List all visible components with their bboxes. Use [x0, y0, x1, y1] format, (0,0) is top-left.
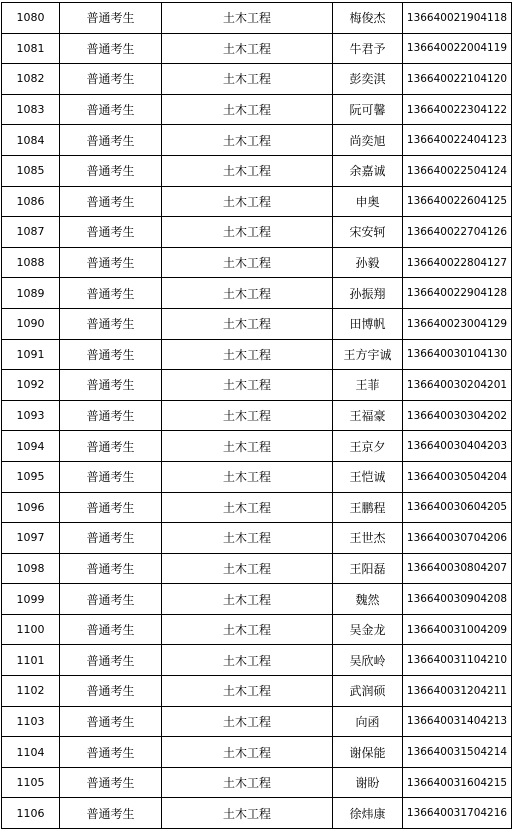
applicant-category-cell: 普通考生: [60, 155, 162, 186]
student-name-cell: 尚奕旭: [333, 125, 403, 156]
serial-number-cell: 1097: [2, 523, 60, 554]
exam-number-cell: 136640021904118: [403, 3, 512, 34]
table-row: [2, 33, 512, 64]
serial-number-cell: 1095: [2, 461, 60, 492]
table-row: [2, 308, 512, 339]
major-cell: 土木工程: [162, 155, 333, 186]
student-name-cell: 孙振翔: [333, 278, 403, 309]
applicant-category-cell: 普通考生: [60, 461, 162, 492]
table-row: [2, 676, 512, 707]
serial-number-cell: 1092: [2, 370, 60, 401]
student-name-cell: 王福豪: [333, 400, 403, 431]
exam-number-cell: 136640031104210: [403, 645, 512, 676]
serial-number-cell: 1105: [2, 767, 60, 798]
serial-number-cell: 1089: [2, 278, 60, 309]
major-cell: 土木工程: [162, 614, 333, 645]
applicant-category-cell: 普通考生: [60, 706, 162, 737]
serial-number-cell: 1091: [2, 339, 60, 370]
serial-number-cell: 1100: [2, 614, 60, 645]
table-row: [2, 186, 512, 217]
serial-number-cell: 1104: [2, 737, 60, 768]
major-cell: 土木工程: [162, 278, 333, 309]
applicant-category-cell: 普通考生: [60, 33, 162, 64]
major-cell: 土木工程: [162, 798, 333, 829]
table-row: [2, 706, 512, 737]
major-cell: 土木工程: [162, 125, 333, 156]
serial-number-cell: 1101: [2, 645, 60, 676]
student-name-cell: 王菲: [333, 370, 403, 401]
exam-number-cell: 136640022604125: [403, 186, 512, 217]
exam-number-cell: 136640022304122: [403, 94, 512, 125]
serial-number-cell: 1090: [2, 308, 60, 339]
exam-number-cell: 136640030704206: [403, 523, 512, 554]
applicant-category-cell: 普通考生: [60, 64, 162, 95]
major-cell: 土木工程: [162, 676, 333, 707]
applicant-category-cell: 普通考生: [60, 370, 162, 401]
exam-number-cell: 136640031204211: [403, 676, 512, 707]
serial-number-cell: 1093: [2, 400, 60, 431]
student-name-cell: 梅俊杰: [333, 3, 403, 34]
major-cell: 土木工程: [162, 64, 333, 95]
major-cell: 土木工程: [162, 339, 333, 370]
serial-number-cell: 1098: [2, 553, 60, 584]
serial-number-cell: 1080: [2, 3, 60, 34]
applicant-category-cell: 普通考生: [60, 523, 162, 554]
serial-number-cell: 1085: [2, 155, 60, 186]
exam-number-cell: 136640022804127: [403, 247, 512, 278]
student-name-cell: 武润硕: [333, 676, 403, 707]
serial-number-cell: 1088: [2, 247, 60, 278]
student-name-cell: 王鹏程: [333, 492, 403, 523]
exam-number-cell: 136640022904128: [403, 278, 512, 309]
exam-number-cell: 136640031604215: [403, 767, 512, 798]
applicant-category-cell: 普通考生: [60, 400, 162, 431]
exam-number-cell: 136640022004119: [403, 33, 512, 64]
student-name-cell: 孙毅: [333, 247, 403, 278]
exam-number-cell: 136640022704126: [403, 217, 512, 248]
student-name-cell: 阮可馨: [333, 94, 403, 125]
table-row: [2, 125, 512, 156]
exam-number-cell: 136640030604205: [403, 492, 512, 523]
exam-number-cell: 136640031404213: [403, 706, 512, 737]
applicant-category-cell: 普通考生: [60, 308, 162, 339]
table-row: [2, 94, 512, 125]
table-row: [2, 798, 512, 829]
serial-number-cell: 1096: [2, 492, 60, 523]
major-cell: 土木工程: [162, 370, 333, 401]
serial-number-cell: 1081: [2, 33, 60, 64]
major-cell: 土木工程: [162, 3, 333, 34]
applicant-category-cell: 普通考生: [60, 737, 162, 768]
student-name-cell: 余嘉诚: [333, 155, 403, 186]
table-body: [2, 3, 512, 829]
applicant-category-cell: 普通考生: [60, 676, 162, 707]
applicant-category-cell: 普通考生: [60, 3, 162, 34]
student-name-cell: 吴欣岭: [333, 645, 403, 676]
serial-number-cell: 1083: [2, 94, 60, 125]
applicant-category-cell: 普通考生: [60, 614, 162, 645]
table-row: [2, 370, 512, 401]
table-row: [2, 584, 512, 615]
major-cell: 土木工程: [162, 706, 333, 737]
exam-number-cell: 136640030804207: [403, 553, 512, 584]
student-name-cell: 王方宇诚: [333, 339, 403, 370]
exam-number-cell: 136640022504124: [403, 155, 512, 186]
major-cell: 土木工程: [162, 737, 333, 768]
student-name-cell: 王阳磊: [333, 553, 403, 584]
applicant-category-cell: 普通考生: [60, 217, 162, 248]
table-row: [2, 492, 512, 523]
major-cell: 土木工程: [162, 217, 333, 248]
student-name-cell: 徐炜康: [333, 798, 403, 829]
applicant-category-cell: 普通考生: [60, 645, 162, 676]
serial-number-cell: 1082: [2, 64, 60, 95]
applicant-category-cell: 普通考生: [60, 94, 162, 125]
major-cell: 土木工程: [162, 492, 333, 523]
exam-number-cell: 136640022404123: [403, 125, 512, 156]
exam-number-cell: 136640030304202: [403, 400, 512, 431]
student-name-cell: 田博帆: [333, 308, 403, 339]
table-row: [2, 339, 512, 370]
table-row: [2, 64, 512, 95]
table-row: [2, 645, 512, 676]
table-row: [2, 614, 512, 645]
student-name-cell: 牛君予: [333, 33, 403, 64]
exam-number-cell: 136640030904208: [403, 584, 512, 615]
exam-number-cell: 136640022104120: [403, 64, 512, 95]
exam-number-cell: 136640030404203: [403, 431, 512, 462]
serial-number-cell: 1084: [2, 125, 60, 156]
student-name-cell: 彭奕淇: [333, 64, 403, 95]
applicant-category-cell: 普通考生: [60, 798, 162, 829]
student-name-cell: 谢保能: [333, 737, 403, 768]
exam-number-cell: 136640030104130: [403, 339, 512, 370]
exam-number-cell: 136640030504204: [403, 461, 512, 492]
table-row: [2, 461, 512, 492]
table-row: [2, 400, 512, 431]
student-name-cell: 宋安轲: [333, 217, 403, 248]
table-row: [2, 523, 512, 554]
admission-list-table: [1, 2, 512, 829]
exam-number-cell: 136640023004129: [403, 308, 512, 339]
applicant-category-cell: 普通考生: [60, 125, 162, 156]
student-name-cell: 王恺诚: [333, 461, 403, 492]
major-cell: 土木工程: [162, 94, 333, 125]
major-cell: 土木工程: [162, 33, 333, 64]
student-name-cell: 王世杰: [333, 523, 403, 554]
applicant-category-cell: 普通考生: [60, 584, 162, 615]
major-cell: 土木工程: [162, 400, 333, 431]
exam-number-cell: 136640031704216: [403, 798, 512, 829]
major-cell: 土木工程: [162, 461, 333, 492]
applicant-category-cell: 普通考生: [60, 339, 162, 370]
table-row: [2, 247, 512, 278]
applicant-category-cell: 普通考生: [60, 186, 162, 217]
table-row: [2, 767, 512, 798]
table-row: [2, 3, 512, 34]
table-row: [2, 217, 512, 248]
exam-number-cell: 136640030204201: [403, 370, 512, 401]
serial-number-cell: 1087: [2, 217, 60, 248]
student-name-cell: 吴金龙: [333, 614, 403, 645]
major-cell: 土木工程: [162, 247, 333, 278]
table-row: [2, 553, 512, 584]
major-cell: 土木工程: [162, 553, 333, 584]
major-cell: 土木工程: [162, 584, 333, 615]
student-name-cell: 王京夕: [333, 431, 403, 462]
serial-number-cell: 1102: [2, 676, 60, 707]
table-row: [2, 155, 512, 186]
student-name-cell: 魏然: [333, 584, 403, 615]
applicant-category-cell: 普通考生: [60, 278, 162, 309]
table-row: [2, 737, 512, 768]
major-cell: 土木工程: [162, 308, 333, 339]
applicant-category-cell: 普通考生: [60, 431, 162, 462]
exam-number-cell: 136640031004209: [403, 614, 512, 645]
applicant-category-cell: 普通考生: [60, 553, 162, 584]
student-name-cell: 申奥: [333, 186, 403, 217]
major-cell: 土木工程: [162, 523, 333, 554]
student-name-cell: 谢盼: [333, 767, 403, 798]
major-cell: 土木工程: [162, 186, 333, 217]
student-name-cell: 向函: [333, 706, 403, 737]
serial-number-cell: 1094: [2, 431, 60, 462]
serial-number-cell: 1103: [2, 706, 60, 737]
table-row: [2, 278, 512, 309]
major-cell: 土木工程: [162, 431, 333, 462]
major-cell: 土木工程: [162, 645, 333, 676]
serial-number-cell: 1106: [2, 798, 60, 829]
table-row: [2, 431, 512, 462]
applicant-category-cell: 普通考生: [60, 247, 162, 278]
major-cell: 土木工程: [162, 767, 333, 798]
serial-number-cell: 1099: [2, 584, 60, 615]
applicant-category-cell: 普通考生: [60, 767, 162, 798]
serial-number-cell: 1086: [2, 186, 60, 217]
applicant-category-cell: 普通考生: [60, 492, 162, 523]
exam-number-cell: 136640031504214: [403, 737, 512, 768]
